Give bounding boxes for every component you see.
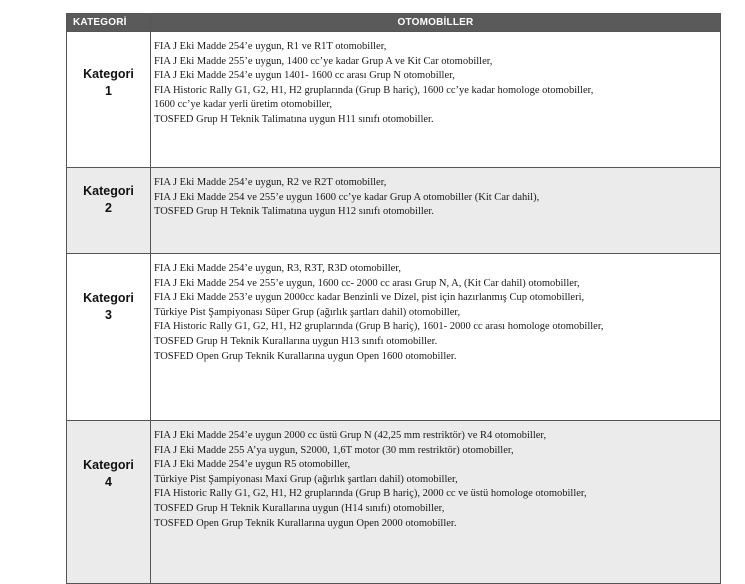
category-label: Kategori: [83, 184, 134, 198]
table-row: [67, 32, 721, 168]
car-line: FIA J Eki Madde 255’e uygun, 1400 cc’ye kadar Grup A ve Kit Car otomobiller,: [154, 55, 493, 67]
header-cars: OTOMOBİLLER: [151, 14, 721, 32]
car-line: FIA J Eki Madde 254’e uygun, R3, R3T, R3D otomobiller,: [154, 263, 401, 274]
car-line: FIA J Eki Madde 255 A’ya uygun, S2000, 1,6T motor (30 mm restriktör) otomobiller,: [154, 444, 514, 456]
category-number: 3: [105, 308, 112, 322]
cars-cell: [151, 421, 721, 584]
category-number: 1: [105, 84, 112, 98]
car-line: TOSFED Open Grup Teknik Kurallarına uygun Open 2000 otomobiller.: [154, 517, 457, 529]
car-line: FIA Historic Rally G1, G2, H1, H2 gruplarında (Grup B hariç), 1601- 2000 cc arası homologe otomobiller,: [154, 321, 604, 333]
table-row: [67, 254, 721, 421]
car-line: FIA J Eki Madde 254 ve 255’e uygun, 1600 cc- 2000 cc arası Grup N, A, (Kit Car dahil) otomobiller,: [154, 277, 580, 289]
car-line: Türkiye Pist Şampiyonası Süper Grup (ağırlık şartları dahil) otomobiller,: [154, 306, 461, 318]
car-line: FIA J Eki Madde 254’e uygun 2000 cc üstü Grup N (42,25 mm restriktör) ve R4 otomobiller,: [154, 430, 547, 441]
header-row: [67, 14, 721, 32]
car-line: FIA J Eki Madde 253’e uygun 2000cc kadar Benzinli ve Dizel, pist için hazırlanmış Cup otomobilleri,: [154, 292, 585, 304]
car-line: FIA J Eki Madde 254 ve 255’e uygun 1600 cc’ye kadar Grup A otomobiller (Kit Car dahil),: [154, 191, 540, 203]
car-line: FIA J Eki Madde 254’e uygun, R1 ve R1T otomobiller,: [154, 41, 387, 52]
car-line: TOSFED Grup H Teknik Kurallarına uygun H13 sınıfı otomobiller.: [154, 335, 438, 347]
car-line: TOSFED Grup H Teknik Kurallarına uygun (H14 sınıfı) otomobiller,: [154, 502, 445, 514]
category-label: Kategori: [83, 291, 134, 305]
category-label: Kategori: [83, 67, 134, 81]
car-line: FIA Historic Rally G1, G2, H1, H2 gruplarında (Grup B hariç), 2000 cc ve üstü homologe otomobiller,: [154, 488, 587, 500]
category-cell: [67, 421, 151, 584]
car-line: FIA J Eki Madde 254’e uygun R5 otomobiller,: [154, 459, 351, 471]
car-line: FIA Historic Rally G1, G2, H1, H2 gruplarında (Grup B hariç), 1600 cc’ye kadar homologe otomobiller,: [154, 84, 594, 96]
table-row: [67, 168, 721, 254]
car-line: FIA J Eki Madde 254’e uygun 1401- 1600 cc arası Grup N otomobiller,: [154, 70, 455, 82]
category-cell: [67, 254, 151, 421]
category-label: Kategori: [83, 458, 134, 472]
car-line: TOSFED Grup H Teknik Talimatına uygun H12 sınıfı otomobiller.: [154, 206, 434, 218]
header-category: KATEGORİ: [67, 14, 151, 32]
cars-cell: [151, 32, 721, 168]
cars-cell: [151, 254, 721, 421]
car-line: TOSFED Grup H Teknik Talimatına uygun H11 sınıfı otomobiller.: [154, 113, 434, 125]
table-row: [67, 421, 721, 584]
category-table: [66, 13, 721, 584]
car-line: 1600 cc’ye kadar yerli üretim otomobiller,: [154, 99, 333, 111]
category-number: 4: [105, 475, 112, 489]
car-line: FIA J Eki Madde 254’e uygun, R2 ve R2T otomobiller,: [154, 177, 387, 188]
cars-cell: [151, 168, 721, 254]
category-number: 2: [105, 201, 112, 215]
car-line: TOSFED Open Grup Teknik Kurallarına uygun Open 1600 otomobiller.: [154, 350, 457, 362]
category-cell: [67, 32, 151, 168]
category-cell: [67, 168, 151, 254]
car-line: Türkiye Pist Şampiyonası Maxi Grup (ağırlık şartları dahil) otomobiller,: [154, 473, 458, 485]
